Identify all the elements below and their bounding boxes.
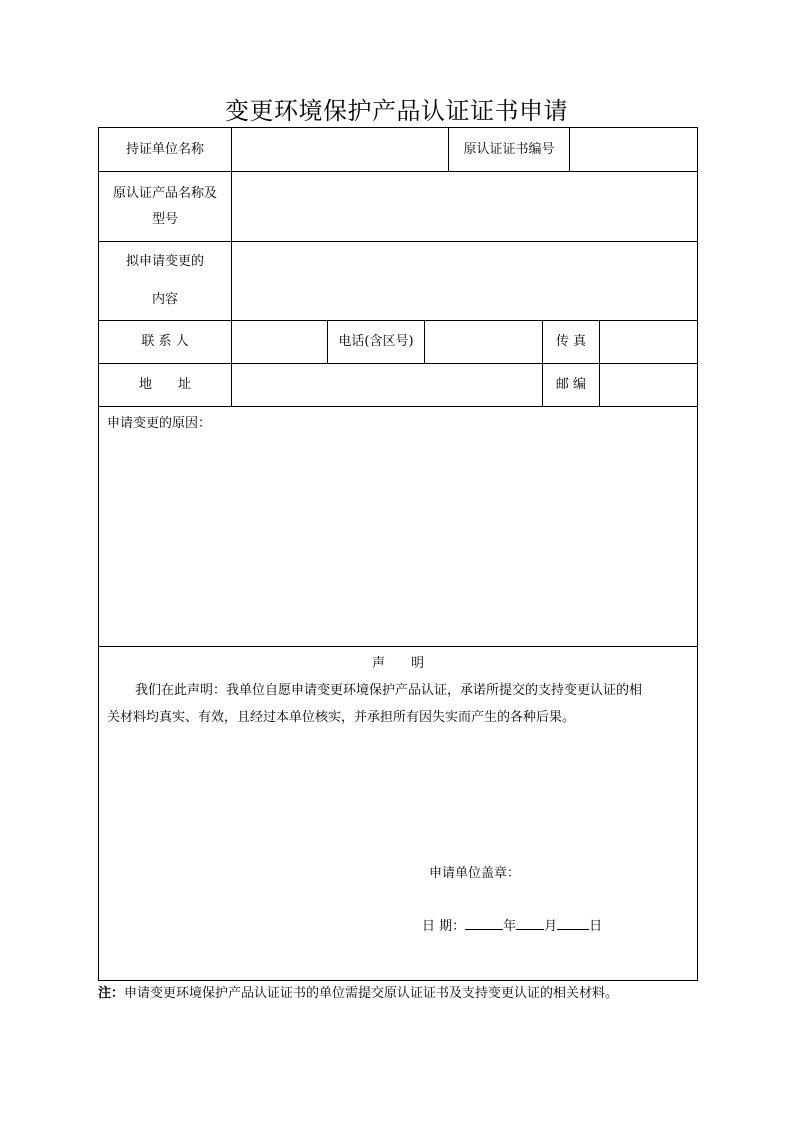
address-field[interactable] [232,364,542,406]
row-divider [99,406,697,407]
declaration-text-line2: 关材料均真实、有效，且经过本单位核实，并承担所有因失实而产生的各种后果。 [107,710,576,725]
original-product-field[interactable] [232,172,697,241]
date-line [422,914,602,940]
date-day-field[interactable] [557,915,589,930]
declaration-heading: 声 明 [371,656,424,671]
date-day-label: 日 [589,919,603,934]
postcode-field[interactable] [600,364,697,406]
date-month-field[interactable] [516,915,544,930]
change-content-label [99,242,231,320]
date-month-label: 月 [544,919,558,934]
phone-field[interactable] [425,321,542,363]
footnote [98,984,618,1004]
date-year-label: 年 [503,919,517,934]
date-year-field[interactable] [465,915,503,930]
phone-label: 电话(含区号) [338,334,414,349]
footnote-text: 申请变更环境保护产品认证证书的单位需提交原认证证书及支持变更认证的相关材料。 [124,986,619,1001]
declaration-text-line1: 我们在此声明：我单位自愿申请变更环境保护产品认证，承诺所提交的支持变更认证的相 [135,683,643,698]
row-divider [99,646,697,647]
change-content-label-line1: 拟申请变更的 [125,254,204,269]
applicant-seal-label: 申请单位盖章： [429,866,521,881]
holder-name-label: 持证单位名称 [125,141,204,157]
original-cert-number-label: 原认证证书编号 [463,141,555,157]
fax-label: 传 真 [555,334,587,349]
original-product-label [99,172,231,241]
original-cert-number-field[interactable] [570,128,697,171]
holder-name-field[interactable] [232,128,448,171]
fax-field[interactable] [600,321,697,363]
change-reason-label: 申请变更的原因： [107,416,212,431]
contact-person-label: 联 系 人 [141,334,189,349]
application-form-table [98,127,698,981]
contact-person-field[interactable] [232,321,327,363]
date-label: 日 期： [422,919,466,934]
applicant-seal-area[interactable] [529,853,689,893]
change-reason-field[interactable] [99,438,697,645]
page-title: 变更环境保护产品认证证书申请 [225,97,568,125]
postcode-label: 邮 编 [555,377,587,392]
address-label: 地 址 [138,377,191,392]
original-product-label-line1: 原认证产品名称及 [112,185,217,201]
change-content-field[interactable] [232,242,697,320]
original-product-label-line2: 型号 [151,211,178,227]
footnote-prefix: 注： [98,986,125,1001]
change-content-label-line2: 内容 [151,292,178,307]
